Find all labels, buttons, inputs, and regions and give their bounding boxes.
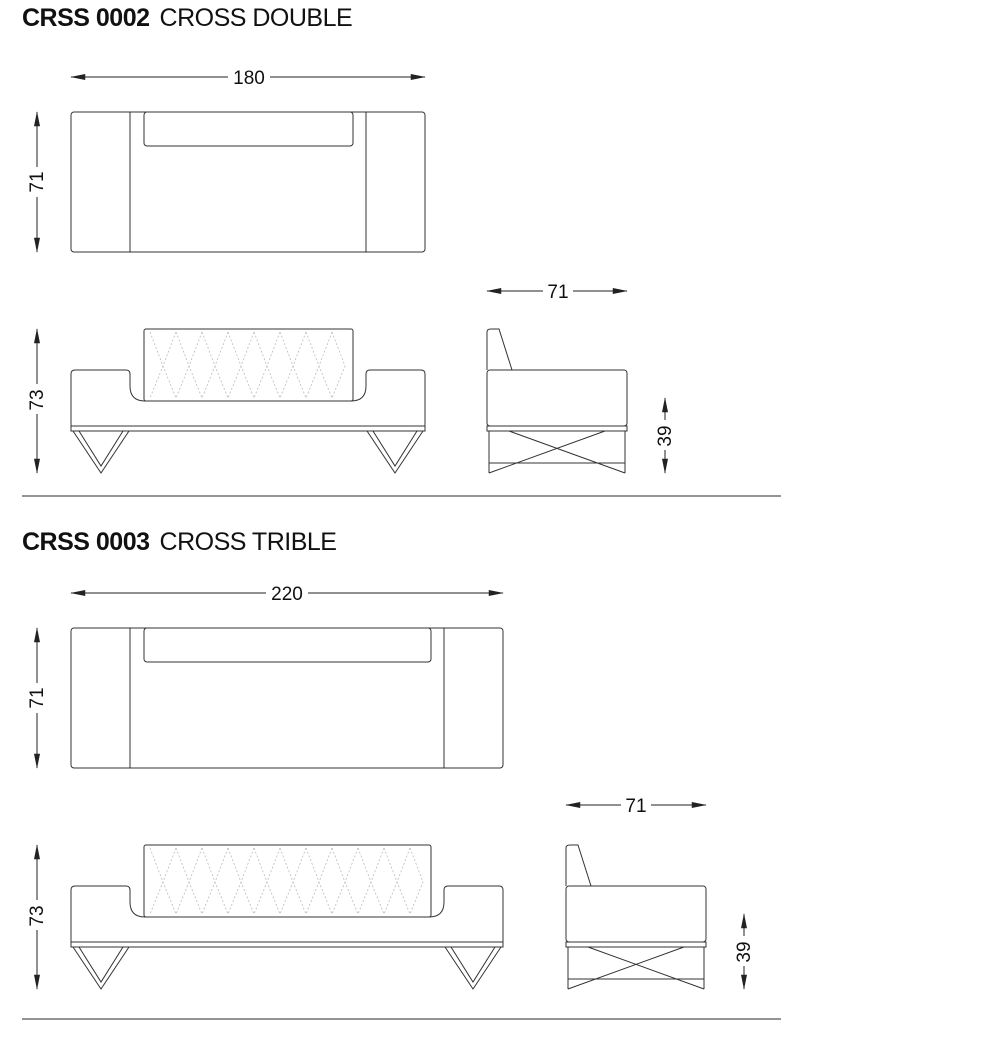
side-view-double bbox=[487, 329, 627, 473]
depth-label: 71 bbox=[27, 687, 49, 709]
product-name: CROSS DOUBLE bbox=[159, 4, 353, 32]
product-code: CRSS 0002 bbox=[22, 4, 150, 32]
side-depth-label: 71 bbox=[547, 282, 569, 303]
diamond-pattern bbox=[150, 332, 345, 398]
front-view-double bbox=[71, 329, 425, 473]
seat-height-label: 39 bbox=[734, 941, 756, 963]
top-view-double bbox=[71, 112, 425, 252]
diamond-pattern bbox=[150, 848, 423, 914]
width-label: 220 bbox=[271, 584, 303, 605]
top-view-trible bbox=[71, 628, 503, 768]
dimension-lines-double bbox=[37, 77, 665, 473]
product-code: CRSS 0003 bbox=[22, 528, 150, 556]
side-view-trible bbox=[566, 845, 706, 989]
dimension-lines-trible bbox=[37, 593, 744, 989]
height-label: 73 bbox=[27, 905, 49, 927]
product-name: CROSS TRIBLE bbox=[159, 528, 337, 556]
height-label: 73 bbox=[27, 389, 49, 411]
front-view-trible bbox=[71, 845, 503, 989]
width-label: 180 bbox=[233, 68, 265, 89]
side-depth-label: 71 bbox=[625, 796, 647, 817]
depth-label: 71 bbox=[27, 171, 49, 193]
seat-height-label: 39 bbox=[655, 425, 677, 447]
